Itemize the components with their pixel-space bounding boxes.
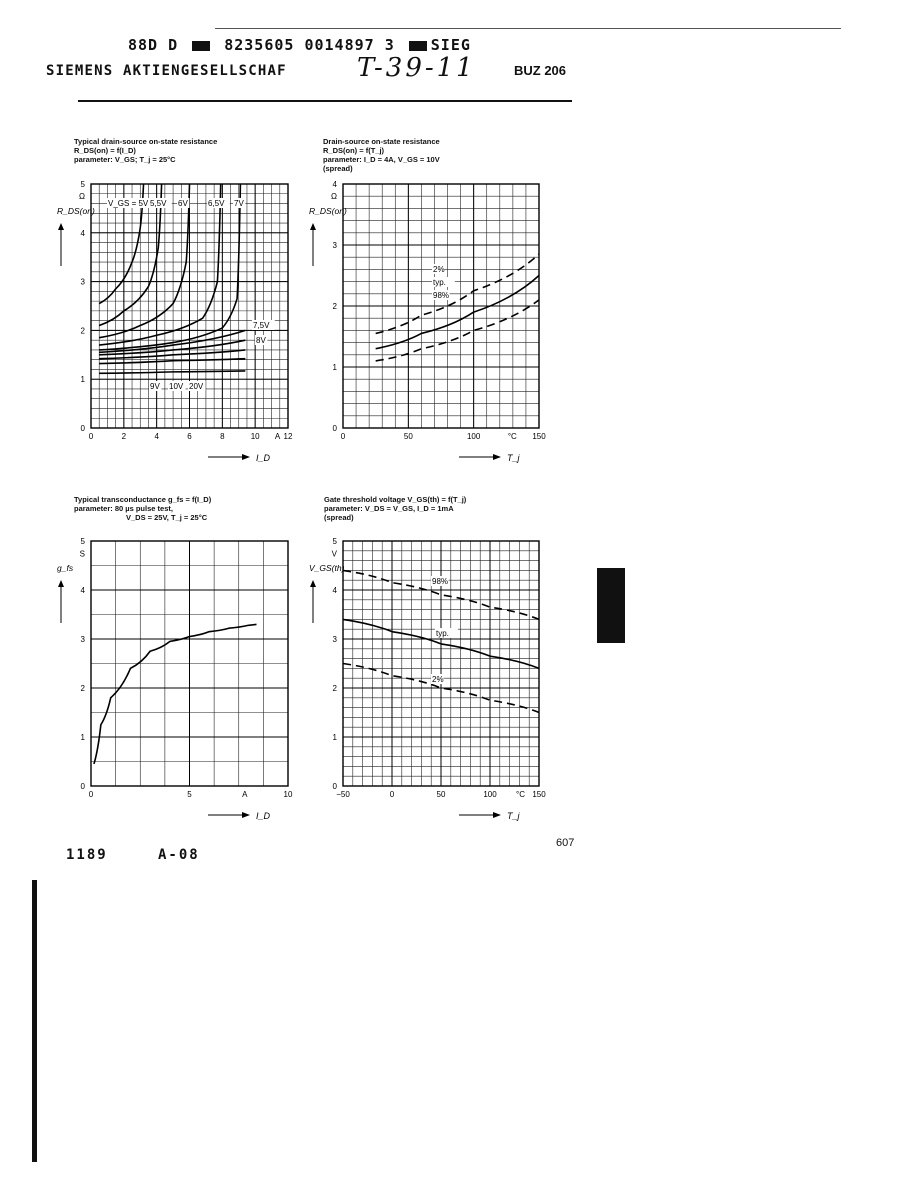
curve-label: typ. [436,629,449,638]
header-code-right: SIEG [430,36,471,54]
curve-label: 98% [432,577,449,586]
y-tick-label: 2 [332,684,337,693]
curve-label: 5,5V [150,199,167,208]
curve-label: 8V [256,336,266,345]
x-axis-label: I_D [256,811,271,821]
y-tick-label: 2 [80,326,85,336]
x-tick-label: 10 [250,432,260,441]
x-axis-arrowhead [493,812,501,818]
chart4-title-line: parameter: V_DS = V_GS, I_D = 1mA [324,504,454,513]
chart2-title-line: Drain-source on-state resistance [323,137,440,146]
x-tick-label: 0 [88,790,94,799]
page-number: 607 [556,837,575,849]
header-codes: 8235605 0014897 3 [224,36,395,54]
y-tick-label: 3 [80,635,85,644]
x-axis-arrowhead [242,812,250,818]
company-name: SIEMENS AKTIENGESELLSCHAF [46,63,287,79]
x-tick-label: 100 [466,432,481,441]
y-tick-label: 2 [332,302,337,311]
x-tick-label: 0 [88,432,94,441]
y-tick-label: 5 [80,537,85,546]
y-tick-label: 3 [80,277,85,287]
curve-label: 7V [234,199,244,208]
y-unit: V [331,549,337,559]
x-unit: A [274,432,281,441]
x-unit: A [242,790,248,799]
y-axis-arrowhead [310,580,316,587]
x-tick-label: 5 [187,790,192,799]
curve-label: 6,5V [208,199,225,208]
y-unit: Ω [79,192,85,202]
chart3-title-line: parameter: 80 µs pulse test, [74,504,173,513]
curve-label: V_GS = 5V [108,199,149,208]
curve-label: 2% [433,265,445,274]
y-tick-label: 4 [332,586,337,595]
x-axis-label: T_j [507,453,520,463]
y-tick-label: 3 [332,241,337,250]
x-tick-label: 50 [436,790,446,799]
series-line [99,371,245,373]
x-tick-label: 150 [532,790,546,799]
chart2-title-line: R_DS(on) = f(T_j) [323,146,385,155]
curve-label: 6V [178,199,188,208]
x-tick-label: 6 [187,432,192,441]
y-tick-label: 4 [332,180,337,189]
handwritten-code: T-39-11 [357,53,476,83]
chart4-title-line: Gate threshold voltage V_GS(th) = f(T_j) [324,495,467,504]
footer-code-left: 1189 [66,847,108,863]
y-tick-label: 2 [80,684,85,693]
y-tick-label: 5 [80,180,85,189]
x-axis-label: I_D [256,453,271,463]
chart4-title-line: (spread) [324,513,354,522]
y-tick-label: 0 [332,782,337,791]
curve-label: 9V [150,382,160,391]
x-tick-label: 2 [121,432,127,441]
y-unit: S [79,549,85,559]
chart1-title-line: parameter: V_GS; T_j = 25°C [74,155,176,164]
x-axis-arrowhead [493,454,501,460]
y-axis-arrowhead [58,580,64,587]
chart1-title-line: Typical drain-source on-state resistance [74,137,218,146]
chart1-title-line: R_DS(on) = f(I_D) [74,146,136,155]
curve-label: 20V [189,382,204,391]
y-tick-label: 0 [80,782,85,791]
y-tick-label: 3 [332,635,337,644]
chart2-title-line: parameter: I_D = 4A, V_GS = 10V [323,155,440,164]
y-tick-label: 0 [80,424,85,433]
y-tick-label: 1 [80,733,85,742]
y-tick-label: 4 [80,586,85,595]
series-line [99,184,240,350]
y-axis-label: R_DS(on) [57,206,95,216]
curve-label: 98% [433,291,450,300]
x-unit: °C [507,432,517,441]
y-axis-label: V_GS(th) [309,563,345,573]
x-tick-label: 50 [403,432,413,441]
curve-label: 2% [432,675,444,684]
edge-mark [597,568,625,643]
x-tick-label: 4 [154,432,159,441]
x-tick-label: 10 [283,790,293,799]
series-line [94,624,257,764]
y-tick-label: 5 [332,537,337,546]
x-axis-arrowhead [242,454,250,460]
y-axis-label: g_fs [57,563,74,573]
y-tick-label: 4 [80,228,85,238]
y-unit: Ω [331,192,337,202]
curve-label: 7,5V [253,321,270,330]
header-code-left: 88D D [128,36,179,54]
part-number: BUZ 206 [514,63,567,78]
y-tick-label: 1 [332,733,337,742]
chart3-title-line: Typical transconductance g_fs = f(I_D) [74,495,212,504]
x-tick-label: −50 [336,790,350,799]
footer-code-right: A-08 [158,847,200,863]
chart2-title-line: (spread) [323,164,353,173]
y-axis-arrowhead [58,223,64,230]
x-tick-label: 150 [532,432,546,441]
x-tick-label: 0 [340,432,346,441]
x-tick-label: 12 [283,432,293,441]
x-tick-label: 100 [483,790,497,799]
curve-label: typ. [433,278,446,287]
scan-edge-bar [32,880,37,1162]
y-tick-label: 1 [80,375,85,385]
chart3-title-line: V_DS = 25V, T_j = 25°C [126,513,208,522]
y-tick-label: 1 [332,363,337,372]
y-axis-arrowhead [310,223,316,230]
curve-label: 10V [169,382,184,391]
x-tick-label: 0 [389,790,395,799]
x-unit: °C [516,790,525,799]
x-axis-label: T_j [507,811,520,821]
x-tick-label: 8 [220,432,225,441]
y-axis-label: R_DS(on) [309,206,347,216]
y-tick-label: 0 [332,424,337,433]
